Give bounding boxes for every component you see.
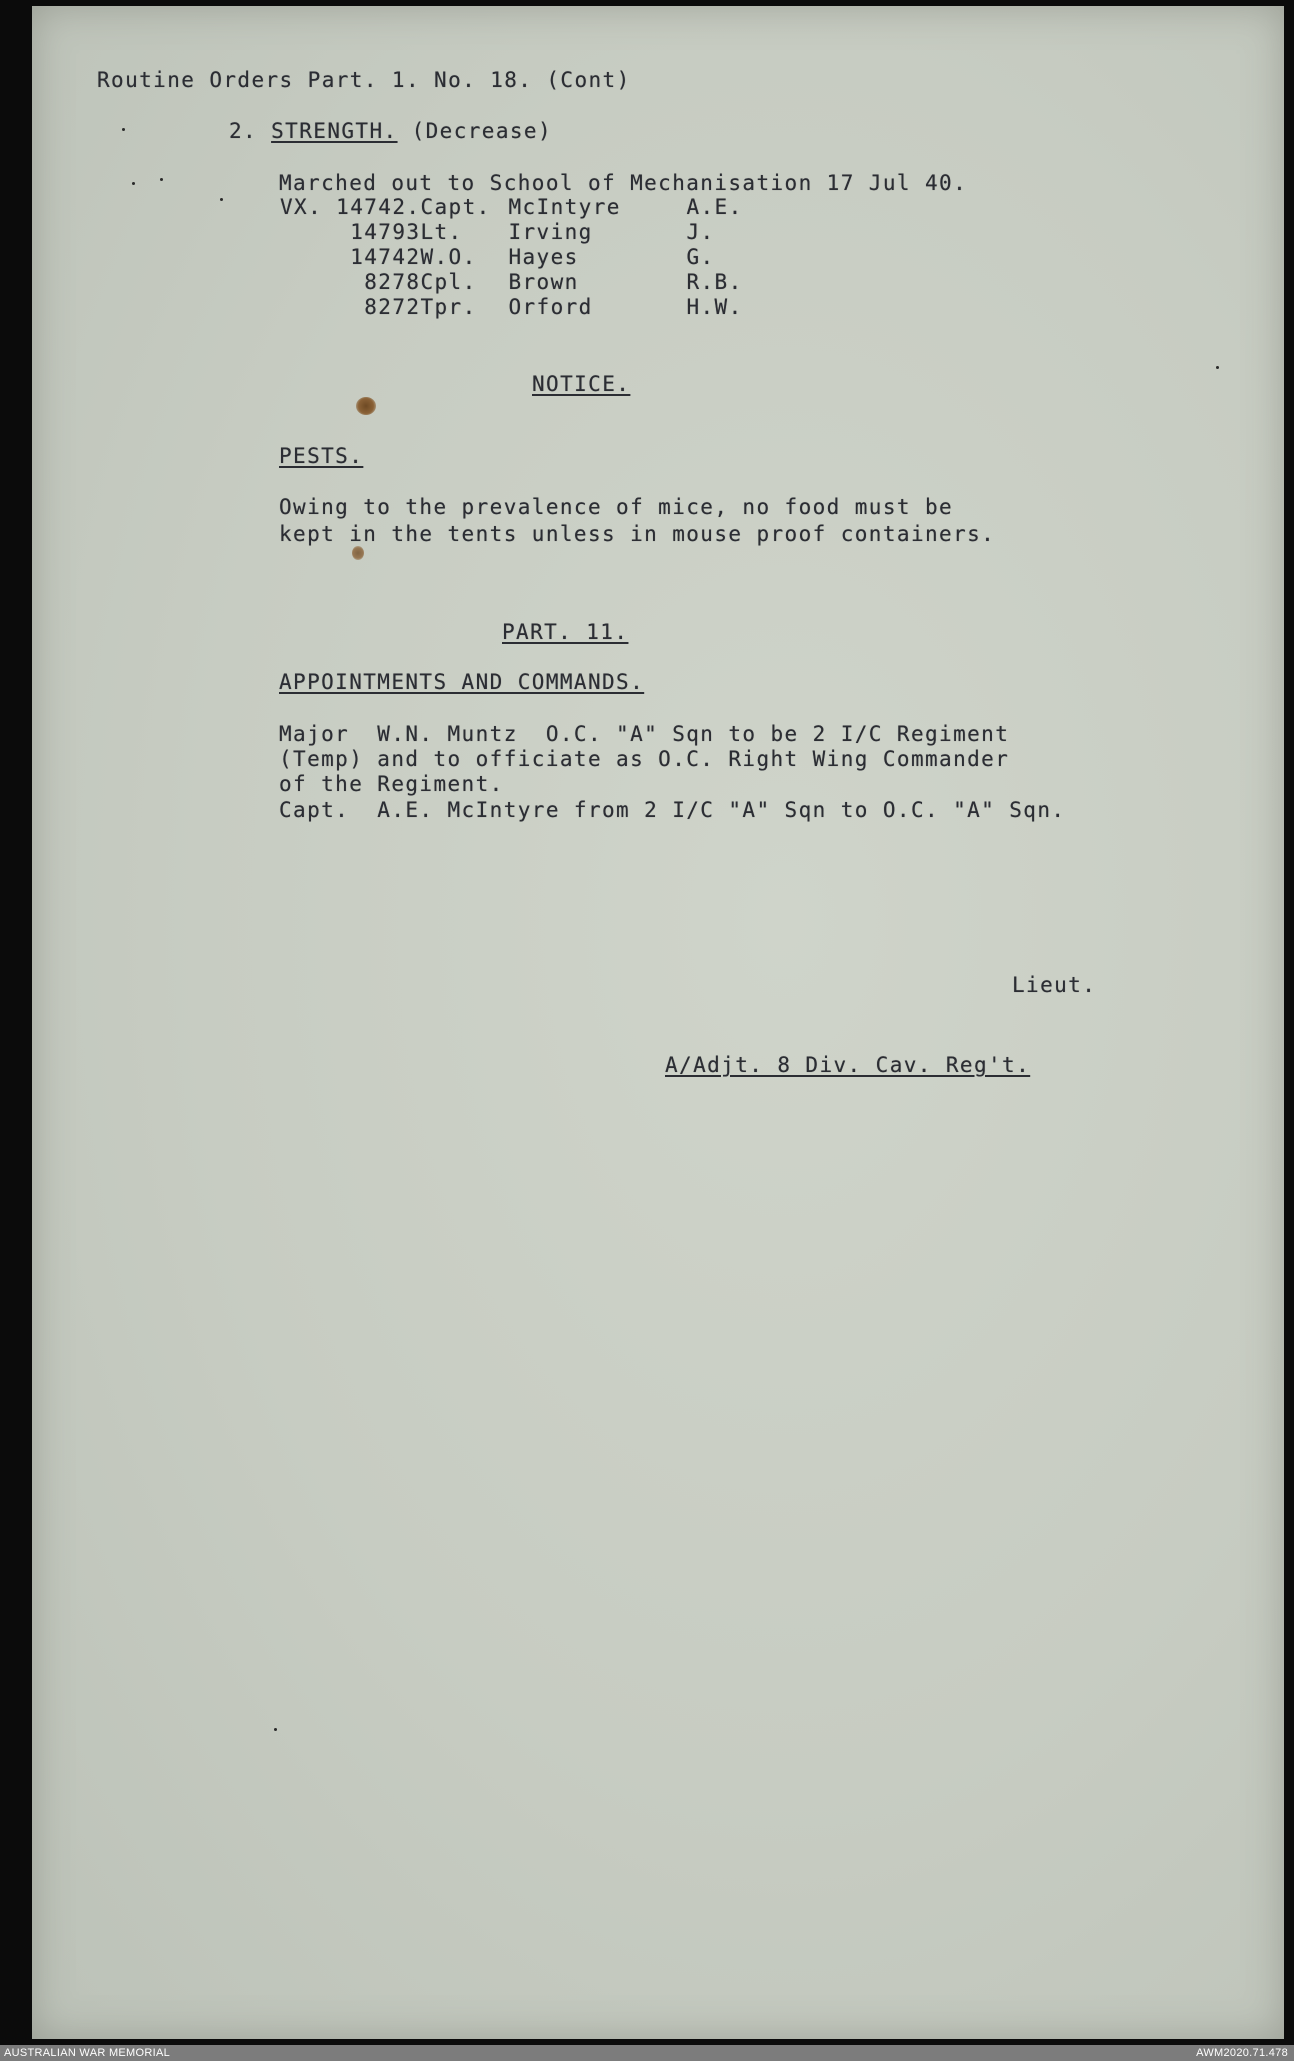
roster-rank: W.O. — [420, 245, 477, 269]
roster-row — [280, 220, 776, 245]
roster-service-number: 14793 — [350, 220, 421, 244]
roster-row — [280, 195, 776, 220]
roster-initials: H.W. — [686, 295, 743, 319]
paper-speck — [132, 182, 135, 185]
roster-initials: G. — [686, 245, 715, 269]
strength-heading: STRENGTH. — [271, 119, 398, 143]
roster-rank: Lt. — [420, 220, 463, 244]
roster-service-number: 14742 — [350, 245, 421, 269]
footer-source: AUSTRALIAN WAR MEMORIAL — [4, 2047, 171, 2059]
appointment-line: Major W.N. Muntz O.C. "A" Sqn to be 2 I/C Regiment — [279, 722, 1010, 746]
roster-rank: Tpr. — [420, 295, 477, 319]
roster-rank: Capt. — [420, 195, 491, 219]
pests-heading: PESTS. — [279, 444, 364, 468]
footer-accession: AWM2020.71.478 — [1196, 2047, 1288, 2059]
notice-heading: NOTICE. — [532, 372, 631, 396]
roster-surname: Brown — [508, 270, 579, 294]
roster-initials: A.E. — [686, 195, 743, 219]
paper-speck — [160, 178, 163, 181]
appointments-heading: APPOINTMENTS AND COMMANDS. — [279, 670, 645, 694]
ink-stain — [356, 397, 376, 415]
strength-roster — [280, 195, 776, 320]
roster-service-number: VX. 14742. — [280, 195, 421, 219]
roster-initials: R.B. — [686, 270, 743, 294]
roster-surname: Irving — [508, 220, 593, 244]
paper-speck — [274, 1728, 277, 1731]
signature-title: A/Adjt. 8 Div. Cav. Reg't. — [665, 1053, 1031, 1077]
roster-surname: Hayes — [508, 245, 579, 269]
part2-heading: PART. 11. — [502, 620, 629, 644]
paper-speck — [220, 198, 223, 201]
roster-initials: J. — [686, 220, 715, 244]
signature-rank: Lieut. — [1012, 973, 1097, 997]
roster-service-number: 8278 — [364, 270, 421, 294]
roster-row — [280, 245, 776, 270]
roster-surname: McIntyre — [508, 195, 621, 219]
document-header: Routine Orders Part. 1. No. 18. (Cont) — [97, 68, 631, 92]
strength-section-title — [229, 119, 552, 144]
notice-line: kept in the tents unless in mouse proof containers. — [279, 522, 996, 546]
roster-surname: Orford — [508, 295, 593, 319]
roster-row — [280, 295, 776, 320]
section-number: 2. — [229, 119, 258, 143]
appointment-line: (Temp) and to officiate as O.C. Right Wing Commander — [279, 747, 1010, 771]
roster-row — [280, 270, 776, 295]
roster-service-number: 8272 — [364, 295, 421, 319]
paper-speck — [122, 128, 125, 131]
roster-rank: Cpl. — [420, 270, 477, 294]
strength-intro: Marched out to School of Mechanisation 17 Jul 40. — [279, 171, 968, 195]
appointment-line: of the Regiment. — [279, 772, 504, 796]
notice-line: Owing to the prevalence of mice, no food must be — [279, 495, 954, 519]
strength-qualifier: (Decrease) — [411, 119, 553, 143]
ink-stain — [352, 546, 364, 560]
paper-speck — [1216, 366, 1219, 369]
appointment-line: Capt. A.E. McIntyre from 2 I/C "A" Sqn to O.C. "A" Sqn. — [279, 798, 1066, 822]
